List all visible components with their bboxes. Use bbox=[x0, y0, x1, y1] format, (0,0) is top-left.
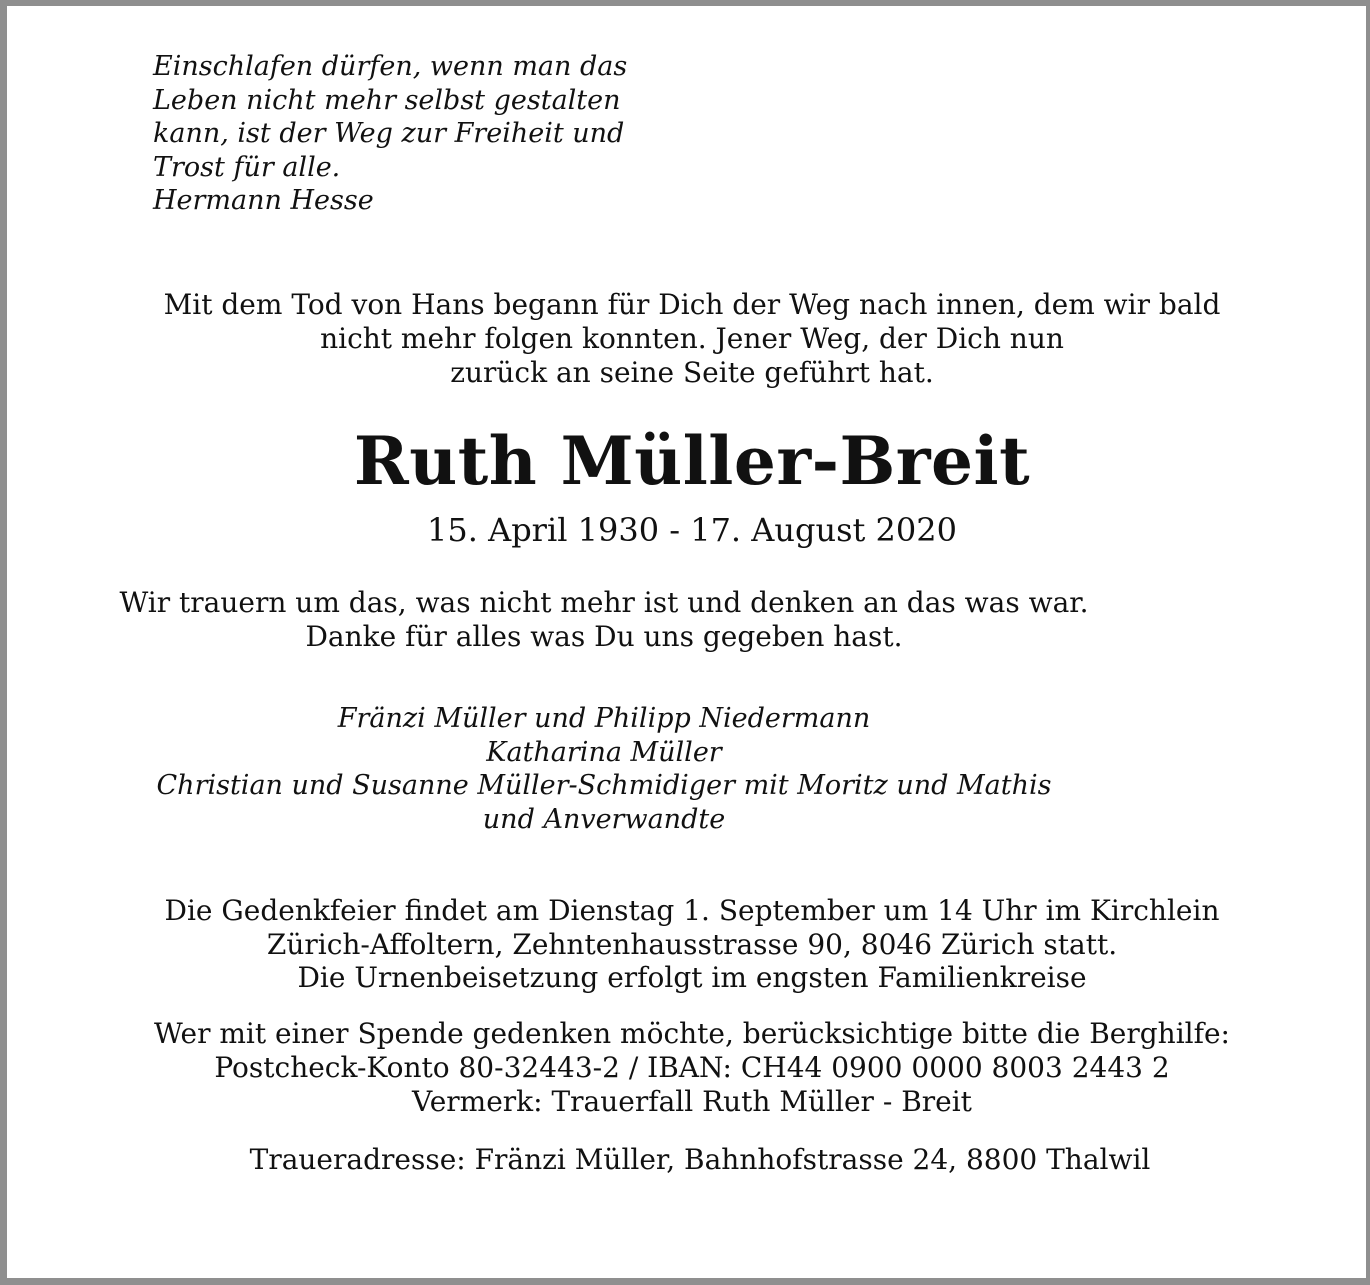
donation-line: Wer mit einer Spende gedenken möchte, berücksichtige bitte die Berghilfe: bbox=[154, 1017, 1230, 1050]
quote-author: Hermann Hesse bbox=[153, 185, 374, 216]
ceremony-line: Die Urnenbeisetzung erfolgt im engsten Familienkreise bbox=[297, 961, 1087, 994]
intro-line: zurück an seine Seite geführt hat. bbox=[450, 356, 934, 389]
intro-line: nicht mehr folgen konnten. Jener Weg, der Dich nun bbox=[320, 322, 1064, 355]
donation-line: Postcheck-Konto 80-32443-2 / IBAN: CH44 0900 0000 8003 2443 2 bbox=[214, 1051, 1170, 1084]
quote-line: Leben nicht mehr selbst gestalten bbox=[153, 84, 621, 116]
mourning-address: Traueradresse: Fränzi Müller, Bahnhofstrasse 24, 8800 Thalwil bbox=[249, 1143, 1151, 1176]
mourning-line: Wir trauern um das, was nicht mehr ist und denken an das was war. bbox=[119, 586, 1089, 619]
intro-line: Mit dem Tod von Hans begann für Dich der Weg nach innen, dem wir bald bbox=[163, 288, 1221, 321]
ceremony-info bbox=[7, 894, 1370, 995]
deceased-name: Ruth Müller-Breit bbox=[353, 422, 1031, 500]
donation-line: Vermerk: Trauerfall Ruth Müller - Breit bbox=[412, 1085, 972, 1118]
life-dates: 15. April 1930 - 17. August 2020 bbox=[427, 511, 957, 549]
family-list bbox=[0, 702, 1289, 836]
family-member: Fränzi Müller und Philipp Niedermann bbox=[337, 703, 871, 734]
intro-text bbox=[7, 288, 1370, 390]
mourning-line: Danke für alles was Du uns gegeben hast. bbox=[305, 620, 903, 653]
family-member: und Anverwandte bbox=[482, 803, 726, 835]
mourning-text bbox=[0, 586, 1289, 654]
ceremony-line: Zürich-Affoltern, Zehntenhausstrasse 90, 8046 Zürich statt. bbox=[266, 927, 1118, 961]
quote-line: Einschlafen dürfen, wenn man das bbox=[153, 51, 628, 82]
quote-line: Trost für alle. bbox=[153, 151, 341, 183]
family-member: Christian und Susanne Müller-Schmidiger mit Moritz und Mathis bbox=[156, 770, 1052, 801]
donation-info bbox=[7, 1017, 1370, 1119]
family-member: Katharina Müller bbox=[486, 736, 722, 768]
ceremony-line: Die Gedenkfeier findet am Dienstag 1. September um 14 Uhr im Kirchlein bbox=[164, 894, 1220, 927]
quote-line: kann, ist der Weg zur Freiheit und bbox=[153, 118, 625, 149]
hesse-quote bbox=[153, 50, 673, 218]
